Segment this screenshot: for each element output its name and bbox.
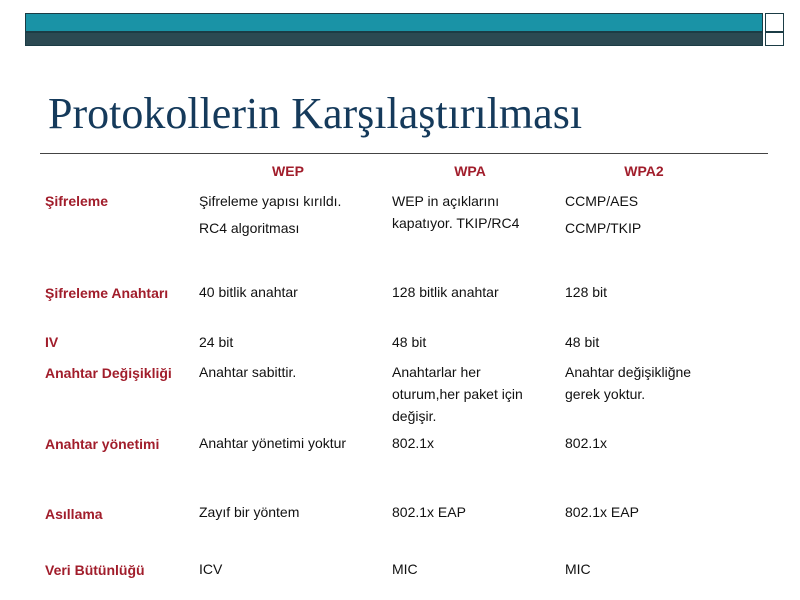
cell-wpa-veri-butunlugu: MIC: [392, 561, 418, 577]
header-wep: WEP: [272, 163, 304, 179]
header-bar-bottom: [25, 32, 763, 46]
cell-wep-sifreleme-anahtari: 40 bitlik anahtar: [199, 284, 298, 300]
slide-title: Protokollerin Karşılaştırılması: [48, 89, 583, 138]
cell-wpa2-sifreleme-1: CCMP/AES: [565, 193, 639, 209]
header-bar-top: [25, 13, 763, 32]
cell-wpa2-veri-butunlugu: MIC: [565, 561, 591, 577]
row-label-anahtar-degisikligi: Anahtar Değişikliği: [45, 365, 172, 381]
cell-wpa-anahtar-degisikligi-3: değişir.: [392, 408, 437, 424]
cell-wep-sifreleme-1: Şifreleme yapısı kırıldı.: [199, 193, 342, 209]
row-label-asillama: Asıllama: [45, 506, 103, 522]
cell-wep-iv: 24 bit: [199, 334, 234, 350]
row-label-iv: IV: [45, 334, 59, 350]
cell-wpa-anahtar-degisikligi-1: Anahtarlar her: [392, 364, 481, 380]
cell-wpa2-sifreleme-2: CCMP/TKIP: [565, 220, 642, 236]
cell-wpa2-sifreleme-anahtari: 128 bit: [565, 284, 608, 300]
cell-wpa-sifreleme-2: kapatıyor. TKIP/RC4: [392, 215, 520, 231]
cell-wpa-anahtar-yonetimi: 802.1x: [392, 435, 435, 451]
row-label-sifreleme-anahtari: Şifreleme Anahtarı: [45, 285, 169, 301]
cell-wpa-sifreleme-anahtari: 128 bitlik anahtar: [392, 284, 499, 300]
cell-wep-asillama: Zayıf bir yöntem: [199, 504, 300, 520]
cell-wep-veri-butunlugu: ICV: [199, 561, 223, 577]
cell-wpa-anahtar-degisikligi-2: oturum,her paket için: [392, 386, 523, 402]
cell-wpa2-anahtar-degisikligi-1: Anahtar değişikliğne: [565, 364, 692, 380]
cell-wpa2-asillama: 802.1x EAP: [565, 504, 639, 520]
cell-wpa2-anahtar-degisikligi-2: gerek yoktur.: [565, 386, 646, 402]
header-corner-box-bottom: [765, 32, 784, 46]
cell-wpa2-iv: 48 bit: [565, 334, 600, 350]
cell-wpa-sifreleme-1: WEP in açıklarını: [392, 193, 500, 209]
cell-wpa-iv: 48 bit: [392, 334, 427, 350]
row-label-veri-butunlugu: Veri Bütünlüğü: [45, 562, 145, 578]
header-wpa: WPA: [454, 163, 486, 179]
cell-wep-anahtar-yonetimi: Anahtar yönetimi yoktur: [199, 435, 347, 451]
title-divider: [40, 153, 768, 154]
header-corner-box-top: [765, 13, 784, 32]
cell-wep-anahtar-degisikligi: Anahtar sabittir.: [199, 364, 297, 380]
cell-wpa-asillama: 802.1x EAP: [392, 504, 466, 520]
row-label-anahtar-yonetimi: Anahtar yönetimi: [45, 436, 160, 452]
cell-wpa2-anahtar-yonetimi: 802.1x: [565, 435, 608, 451]
row-label-sifreleme: Şifreleme: [45, 193, 109, 209]
cell-wep-sifreleme-2: RC4 algoritması: [199, 220, 300, 236]
header-wpa2: WPA2: [624, 163, 664, 179]
